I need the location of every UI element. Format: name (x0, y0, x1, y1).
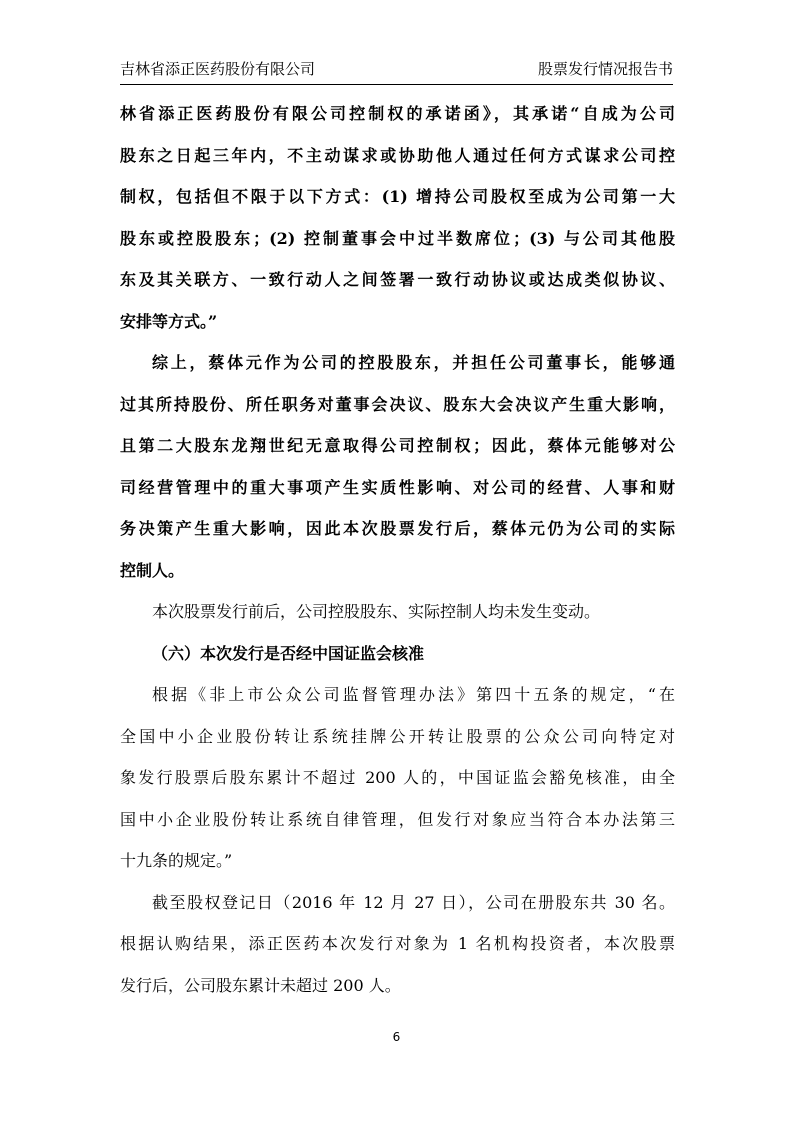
header-company-name: 吉林省添正医药股份有限公司 (120, 60, 316, 78)
paragraph-line: 根据《非上市公众公司监督管理办法》第四十五条的规定，“在 (152, 685, 675, 704)
paragraph-line: 截至股权登记日（2016 年 12 月 27 日），公司在册股东共 30 名。 (152, 892, 675, 912)
paragraph-line: 根据认购结果，添正医药本次发行对象为 1 名机构投资者，本次股票 (120, 934, 675, 953)
paragraph-line: 控制人。 (120, 560, 185, 580)
paragraph-line: 务决策产生重大影响，因此本次股票发行后，蔡体元仍为公司的实际 (120, 519, 675, 538)
paragraph-line: 东及其关联方、一致行动人之间签署一致行动协议或达成类似协议、 (120, 270, 675, 289)
paragraph-line: 司经营管理中的重大事项产生实质性影响、对公司的经营、人事和财 (120, 477, 675, 497)
paragraph-line: 发行后，公司股东累计未超过 200 人。 (120, 975, 401, 995)
paragraph-line: 综上，蔡体元作为公司的控股股东，并担任公司董事长，能够通 (152, 353, 675, 372)
section-heading: （六）本次发行是否经中国证监会核准 (152, 643, 425, 663)
header-document-title: 股票发行情况报告书 (537, 60, 673, 78)
document-body (120, 93, 675, 1006)
paragraph-no-change (120, 591, 675, 633)
paragraph-line: 十九条的规定。” (120, 851, 233, 870)
paragraph-line: 象发行股票后股东累计不超过 200 人的，中国证监会豁免核准，由全 (120, 768, 675, 787)
paragraph-line: 股东之日起三年内，不主动谋求或协助他人通过任何方式谋求公司控 (120, 145, 675, 165)
paragraph-shareholders (120, 882, 675, 1007)
paragraph-line: 股东或控股股东；(2) 控制董事会中过半数席位；(3) 与公司其他股 (120, 228, 675, 248)
paragraph-regulation (120, 674, 675, 882)
paragraph-line: 过其所持股份、所任职务对董事会决议、股东大会决议产生重大影响， (120, 394, 675, 414)
paragraph-line: 本次股票发行前后，公司控股股东、实际控制人均未发生变动。 (152, 602, 601, 621)
paragraph-conclusion (120, 342, 675, 591)
paragraph-commitment-letter (120, 93, 675, 342)
paragraph-line: 全国中小企业股份转让系统挂牌公开转让股票的公众公司向特定对 (120, 726, 675, 746)
page-number: 6 (392, 1030, 401, 1044)
page-header (120, 58, 673, 85)
paragraph-line: 安排等方式。” (120, 311, 218, 331)
paragraph-line: 国中小企业股份转让系统自律管理，但发行对象应当符合本办法第三 (120, 809, 675, 829)
paragraph-line: 且第二大股东龙翔世纪无意取得公司控制权；因此，蔡体元能够对公 (120, 436, 675, 455)
paragraph-line: 林省添正医药股份有限公司控制权的承诺函》，其承诺“自成为公司 (120, 104, 675, 123)
paragraph-line: 制权，包括但不限于以下方式：(1) 增持公司股权至成为公司第一大 (120, 187, 675, 206)
